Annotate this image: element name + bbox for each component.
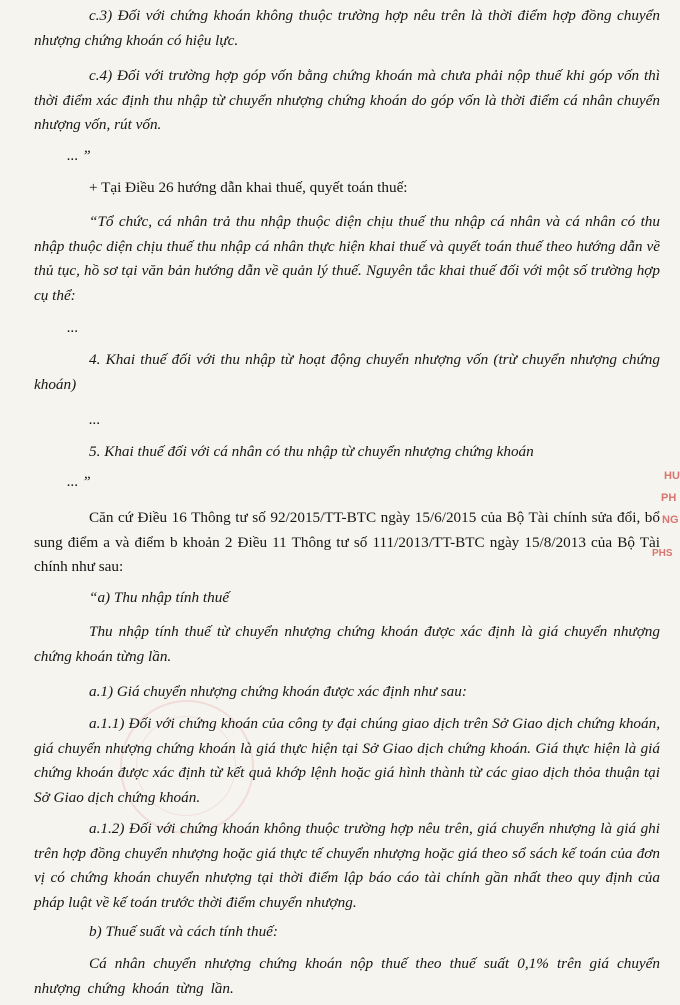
paragraph-item-4: 4. Khai thuế đối với thu nhập từ hoạt động chuyển nhượng vốn (trừ chuyển nhượng chứng khoán)	[34, 351, 660, 393]
paragraph-quote-declaration: “Tổ chức, cá nhân trả thu nhập thuộc diện chịu thuế thu nhập cá nhân và cá nhân có thu nhập thuộc diện chịu thuế thu nhập cá nhân thực hiện khai thuế và quyết toán thuế theo hướng dẫn về thủ tục, hồ sơ tại văn bản hướng dẫn về quản lý thuế. Nguyên tắc khai thuế đối với một số trường hợp cụ thể:	[34, 213, 660, 304]
stamp-fragment: PH	[661, 492, 677, 504]
ellipsis-quote-end-2: ... ”	[67, 473, 91, 490]
ellipsis-1: ...	[67, 319, 79, 336]
paragraph-c3: c.3) Đối với chứng khoán không thuộc trường hợp nêu trên là thời điểm hợp đồng chuyển nhượng chứng khoán có hiệu lực.	[34, 7, 660, 49]
paragraph-tax-rate: Cá nhân chuyển nhượng chứng khoán nộp thuế theo thuế suất 0,1% trên giá chuyển nhượng chứng khoán từng lần.	[34, 955, 660, 997]
heading-a1: a.1) Giá chuyển nhượng chứng khoán được xác định như sau:	[89, 683, 467, 700]
heading-b-tax-rate: b) Thuế suất và cách tính thuế:	[89, 923, 278, 940]
stamp-fragment: NG	[662, 514, 679, 526]
paragraph-c4: c.4) Đối với trường hợp góp vốn bằng chứng khoán mà chưa phải nộp thuế khi góp vốn thì thời điểm xác định thu nhập từ chuyển nhượng chứng khoán do góp vốn là thời điểm cá nhân chuyển nhượng vốn, rút vốn.	[34, 67, 660, 133]
heading-a-taxable-income: “a) Thu nhập tính thuế	[89, 589, 230, 606]
paragraph-circular-92: Căn cứ Điều 16 Thông tư số 92/2015/TT-BTC ngày 15/6/2015 của Bộ Tài chính sửa đổi, bổ sung điểm a và điểm b khoản 2 Điều 11 Thông tư số 111/2013/TT-BTC ngày 15/8/2013 của Bộ Tài chính như sau:	[34, 509, 660, 575]
ellipsis-2: ...	[89, 411, 101, 428]
stamp-fragment: PHS	[652, 548, 673, 559]
paragraph-a12: a.1.2) Đối với chứng khoán không thuộc trường hợp nêu trên, giá chuyển nhượng là giá ghi trên hợp đồng chuyển nhượng hoặc giá thực tế chuyển nhượng hoặc giá theo sổ sách kế toán của đơn vị có chứng khoán chuyển nhượng tại thời điểm lập báo cáo tài chính gần nhất theo quy định của pháp luật về kế toán trước thời điểm chuyển nhượng.	[34, 820, 660, 911]
paragraph-article-26: + Tại Điều 26 hướng dẫn khai thuế, quyết toán thuế:	[89, 179, 408, 196]
paragraph-taxable-income: Thu nhập tính thuế từ chuyển nhượng chứng khoán được xác định là giá chuyển nhượng chứng khoán từng lần.	[34, 623, 660, 665]
stamp-fragment: HU	[664, 470, 680, 482]
paragraph-a11: a.1.1) Đối với chứng khoán của công ty đại chúng giao dịch trên Sở Giao dịch chứng khoán, giá chuyển nhượng chứng khoán là giá thực hiện tại Sở Giao dịch chứng khoán. Giá thực hiện là giá chứng khoán được xác định từ kết quả khớp lệnh hoặc giá hình thành từ các giao dịch thỏa thuận tại Sở Giao dịch chứng khoán.	[34, 715, 660, 806]
paragraph-item-5: 5. Khai thuế đối với cá nhân có thu nhập từ chuyển nhượng chứng khoán	[89, 443, 534, 460]
ellipsis-quote-end: ... ”	[67, 147, 91, 164]
